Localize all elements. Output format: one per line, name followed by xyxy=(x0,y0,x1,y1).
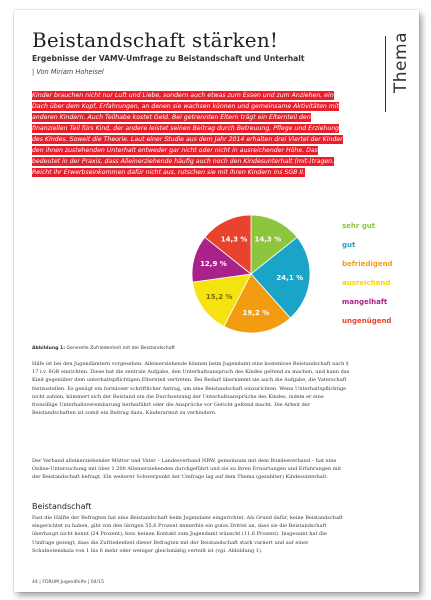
legend-entry-5: mangelhaft xyxy=(342,298,388,306)
section-tag-divider xyxy=(385,36,386,112)
pie-label-5: 12,9 % xyxy=(200,260,227,269)
pie-label-2: 24,1 % xyxy=(276,273,304,282)
article-title: Beistandschaft stärken! xyxy=(32,28,279,52)
pie-label-1: 14,3 % xyxy=(254,235,282,244)
section-tag-label: Thema xyxy=(391,32,411,94)
chart-legend xyxy=(342,222,393,336)
legend-entry-6: ungenügend xyxy=(342,317,392,325)
article-author: | Von Miriam Hoheisel xyxy=(32,68,104,76)
pie-label-6: 14,3 % xyxy=(220,235,248,244)
section-heading: Beistandschaft xyxy=(32,502,92,511)
pie-label-4: 15,2 % xyxy=(205,292,233,301)
section-tag xyxy=(385,28,413,118)
body-paragraph-2: Der Verband alleinerziehender Mütter und Väter – Landesverband NRW, gemeinsam mit dem Bundesverband – hat eine Online-Untersuchung mit über 1.200 Alleinerziehenden durchgeführt und sie zu ihren Erwartungen und Erfahrungen mit der Beistandschaft befragt. Ein weiterer Schwerpunkt der Umfrage lag auf dem Thema (gezahlter) Kindesunterhalt. xyxy=(32,458,342,481)
pie-label-3: 19,2 % xyxy=(242,309,270,318)
legend-entry-2: gut xyxy=(342,241,356,249)
legend-entry-4: ausreichend xyxy=(342,279,391,287)
article-subtitle: Ergebnisse der VAMV-Umfrage zu Beistandschaft und Unterhalt xyxy=(32,54,305,63)
lead-paragraph xyxy=(32,90,344,178)
caption-label: Abbildung 1: xyxy=(32,346,66,351)
legend-entry-1: sehr gut xyxy=(342,222,376,230)
body-paragraph-3: Fast die Hälfte der Befragten hat eine Beistandschaft beim Jugendamt eingerichtet. Als Grund dafür, keine Beistandschaft eingerichtet zu haben, gibt von den übrigen 55,6 Prozent immerhin ein gutes Drittel an, dass sie die Beistandschaft überhaupt nicht kennt (24 Prozent), bzw. keinen Kontakt zum Jugendamt wünscht (11,6 Prozent). Insgesamt hat die Umfrage gezeigt, dass die Zufriedenheit dieser Befragten mit der Beistandschaft stark variiert und auf einer Schulnotenskala von 1 bis 6 mehr oder weniger gleichmäßig verteilt ist (vgl. Abbildung 1). xyxy=(32,515,343,554)
magazine-page xyxy=(14,10,419,592)
figure-caption xyxy=(32,346,175,351)
lead-text: Kinder brauchen nicht nur Luft und Liebe, sondern auch etwas zum Essen und zum Anziehen, ein Dach über dem Kopf, Erfahrungen, an denen sie wachsen können und gemeinsame Aktivitäten mit anderen Kindern. Auch Teilhabe kostet Geld. Bei getrennten Eltern trägt ein Elternteil den finanziellen Teil fürs Kind, der andere leistet seinen Beitrag durch Betreuung, Pflege und Erziehung des Kindes. Soweit die Theorie. Laut einer Studie aus dem Jahr 2014 erhalten drei Viertel der Kinder den ihnen zustehenden Unterhalt entweder gar nicht oder nicht in ausreichender Höhe. Das bedeutet in der Praxis, dass Alleinerziehende häufig auch noch den Kindesunterhalt (mit-)tragen. Reicht ihr Erwerbseinkommen dafür nicht aus, rutschen sie mit ihren Kindern ins SGB II. xyxy=(32,92,343,176)
caption-text: Generelle Zufriedenheit mit der Beistandschaft xyxy=(65,346,175,351)
legend-entry-3: befriedigend xyxy=(342,260,393,268)
page-footer: 44 | FORUM Jugendhilfe | 04/15 xyxy=(32,580,104,585)
body-paragraph-1: Hilfe ist bei den Jugendämtern vorgesehen: Alleinerziehende können beim Jugendamt eine kostenlose Beistandschaft nach § 17 i.v. 8GB einrichten. Diese hat die zentrale Aufgabe, den Unterhaltsanspruch des Kindes geltend zu machen, und kann das Kind gegenüber dem unterhaltspflichtigen Elternteil vertreten. Bei Bedarf übernimmt sie auch die Aufgabe, die Vaterschaft festzustellen. Es genügt ein formloser schriftlicher Antrag, um eine Beistandschaft einzurichten. Wenn Unterhaltspflichtige nicht zahlen, kümmert sich der Beistand um die Durchsetzung der Unterhaltsansprüche des Kindes, indem er eine freiwillige Unterhaltsvereinbarung herbeiführt oder die Ansprüche vor Gericht geltend macht. Die Arbeit der Beistandschaften ist somit ein Beitrag dazu, Kinderarmut zu verhindern. xyxy=(32,361,350,417)
